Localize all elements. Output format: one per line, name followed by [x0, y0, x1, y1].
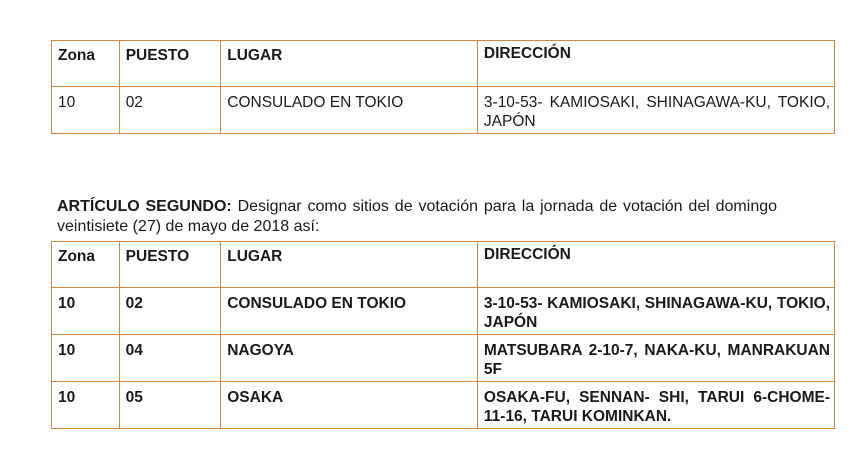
cell-zona: 10 — [52, 335, 120, 382]
header-zona: Zona — [52, 41, 120, 87]
header-zona: Zona — [52, 242, 120, 288]
header-lugar: LUGAR — [221, 41, 478, 87]
table-row — [52, 335, 835, 382]
article-paragraph — [57, 197, 777, 237]
cell-lugar: OSAKA — [221, 382, 478, 429]
cell-puesto: 02 — [119, 87, 221, 134]
polling-table-1 — [51, 40, 835, 134]
cell-lugar: CONSULADO EN TOKIO — [221, 87, 478, 134]
cell-zona: 10 — [52, 382, 120, 429]
cell-zona: 10 — [52, 87, 120, 134]
cell-direccion: OSAKA-FU, SENNAN- SHI, TARUI 6-CHOME-11-16, TARUI KOMINKAN. — [477, 382, 834, 429]
cell-direccion: MATSUBARA 2-10-7, NAKA-KU, MANRAKUAN 5F — [477, 335, 834, 382]
cell-zona: 10 — [52, 288, 120, 335]
article-text: Designar como sitios de votación para la jornada de votación del domingo veintisiete (27) de mayo de 2018 así: — [57, 198, 778, 235]
cell-puesto: 04 — [119, 335, 221, 382]
header-puesto: PUESTO — [119, 41, 221, 87]
cell-puesto: 02 — [119, 288, 221, 335]
table-row — [52, 87, 835, 134]
table-header-row — [52, 41, 835, 87]
table-row — [52, 382, 835, 429]
cell-direccion: 3-10-53- KAMIOSAKI, SHINAGAWA-KU, TOKIO, JAPÓN — [477, 288, 834, 335]
cell-lugar: NAGOYA — [221, 335, 478, 382]
header-direccion: DIRECCIÓN — [477, 41, 834, 87]
header-puesto: PUESTO — [119, 242, 221, 288]
table-header-row — [52, 242, 835, 288]
header-lugar: LUGAR — [221, 242, 478, 288]
cell-direccion: 3-10-53- KAMIOSAKI, SHINAGAWA-KU, TOKIO, JAPÓN — [477, 87, 834, 134]
header-direccion: DIRECCIÓN — [477, 242, 834, 288]
cell-lugar: CONSULADO EN TOKIO — [221, 288, 478, 335]
table-row — [52, 288, 835, 335]
article-label: ARTÍCULO SEGUNDO: — [57, 198, 232, 215]
cell-puesto: 05 — [119, 382, 221, 429]
polling-table-2 — [51, 241, 835, 429]
